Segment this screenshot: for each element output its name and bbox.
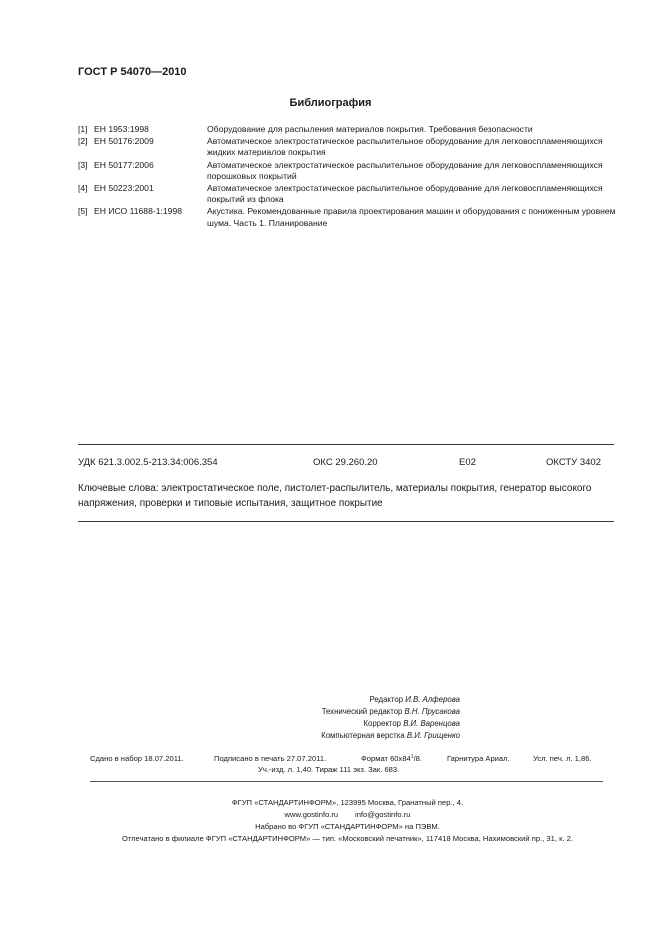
staff-row: [200, 706, 460, 718]
staff-person: В.И. Варенцова: [403, 719, 460, 728]
okstu-code: ОКСТУ 3402: [546, 457, 601, 468]
imprint-signed: Подписано в печать 27.07.2011.: [214, 754, 327, 763]
item-title: Акустика. Рекомендованные правила проектирования машин и оборудования с пониженным уровнем шума. Часть 1. Планирование: [207, 206, 616, 228]
format-value: Формат 60х84: [361, 754, 411, 763]
footer: [0, 797, 661, 845]
imprint-line2: Уч.-изд. л. 1,40. Тираж 111 экз. Зак. 683.: [258, 765, 400, 774]
item-number: [4]: [78, 183, 88, 194]
bibliography-item: [78, 183, 618, 205]
item-number: [3]: [78, 159, 88, 170]
footer-contacts: www.gostinfo.ru info@gostinfo.ru: [284, 810, 411, 819]
item-standard: ЕН 50223:2001: [94, 183, 154, 194]
document-number: ГОСТ Р 54070—2010: [78, 66, 187, 78]
bibliography-title: Библиография: [289, 97, 372, 109]
item-number: [2]: [78, 136, 88, 147]
divider-bottom: [78, 521, 614, 522]
divider-top: [78, 444, 614, 445]
footer-typeset: Набрано во ФГУП «СТАНДАРТИНФОРМ» на ПЭВМ.: [255, 822, 440, 831]
staff-role: Технический редактор: [321, 707, 403, 716]
staff-person: И.В. Алферова: [405, 695, 460, 704]
item-title: Автоматическое электростатическое распылительное оборудование для легковоспламеняющихся порошковых покрытий: [207, 159, 603, 181]
imprint-sent: Сдано в набор 18.07.2011.: [90, 754, 184, 763]
bibliography-item: [78, 136, 618, 158]
item-title: Автоматическое электростатическое распылительное оборудование для легковоспламеняющихся жидких материалов покрытия: [207, 136, 603, 158]
item-standard: ЕН 1953:1998: [94, 124, 149, 134]
udk-code: УДК 621.3.002.5-213.34:006.354: [78, 457, 218, 468]
imprint-divider: [90, 781, 603, 782]
oks-code: ОКС 29.260.20: [313, 457, 378, 468]
bibliography-list: [78, 124, 618, 230]
item-number: [5]: [78, 206, 88, 217]
bibliography-item: [78, 206, 618, 228]
staff-row: [200, 718, 460, 730]
item-number: [1]: [78, 124, 88, 134]
imprint-pages: Усл. печ. л. 1,86.: [533, 754, 592, 763]
staff-person: В.Н. Прусакова: [404, 707, 460, 716]
bibliography-item: [78, 124, 618, 135]
bibliography-item: [78, 160, 618, 182]
item-title: Автоматическое электростатическое распылительное оборудование для легковоспламеняющихся покрытий из флока: [207, 183, 603, 205]
staff-person: В.И. Грищенко: [406, 731, 460, 740]
staff-credits: [200, 694, 460, 742]
staff-row: [200, 694, 460, 706]
staff-role: Корректор: [363, 719, 402, 728]
format-sub: /8.: [413, 754, 423, 763]
item-standard: ЕН 50176:2009: [94, 136, 154, 147]
footer-printed: Отпечатано в филиале ФГУП «СТАНДАРТИНФОРМ» — тип. «Московский печатник», 117418 Москва, Нахимовский пр., 31, к. 2.: [122, 834, 573, 843]
staff-role: Редактор: [369, 695, 404, 704]
imprint-format: [361, 754, 422, 763]
imprint-font: Гарнитура Ариал.: [447, 754, 510, 763]
staff-role: Компьютерная верстка: [321, 731, 405, 740]
e-code: Е02: [459, 457, 476, 468]
format-sup: 1: [410, 754, 414, 760]
item-standard: ЕН ИСО 11688-1:1998: [94, 206, 182, 217]
footer-publisher: ФГУП «СТАНДАРТИНФОРМ», 123995 Москва, Гранатный пер., 4.: [231, 798, 464, 807]
keywords: Ключевые слова: электростатическое поле, пистолет-распылитель, материалы покрытия, генератор высокого напряжения, проверки и типовые испытания, защитное покрытие: [78, 483, 592, 509]
item-standard: ЕН 50177:2006: [94, 159, 154, 170]
item-title: Оборудование для распыления материалов покрытия. Требования безопасности: [207, 124, 533, 134]
staff-row: [200, 730, 460, 742]
